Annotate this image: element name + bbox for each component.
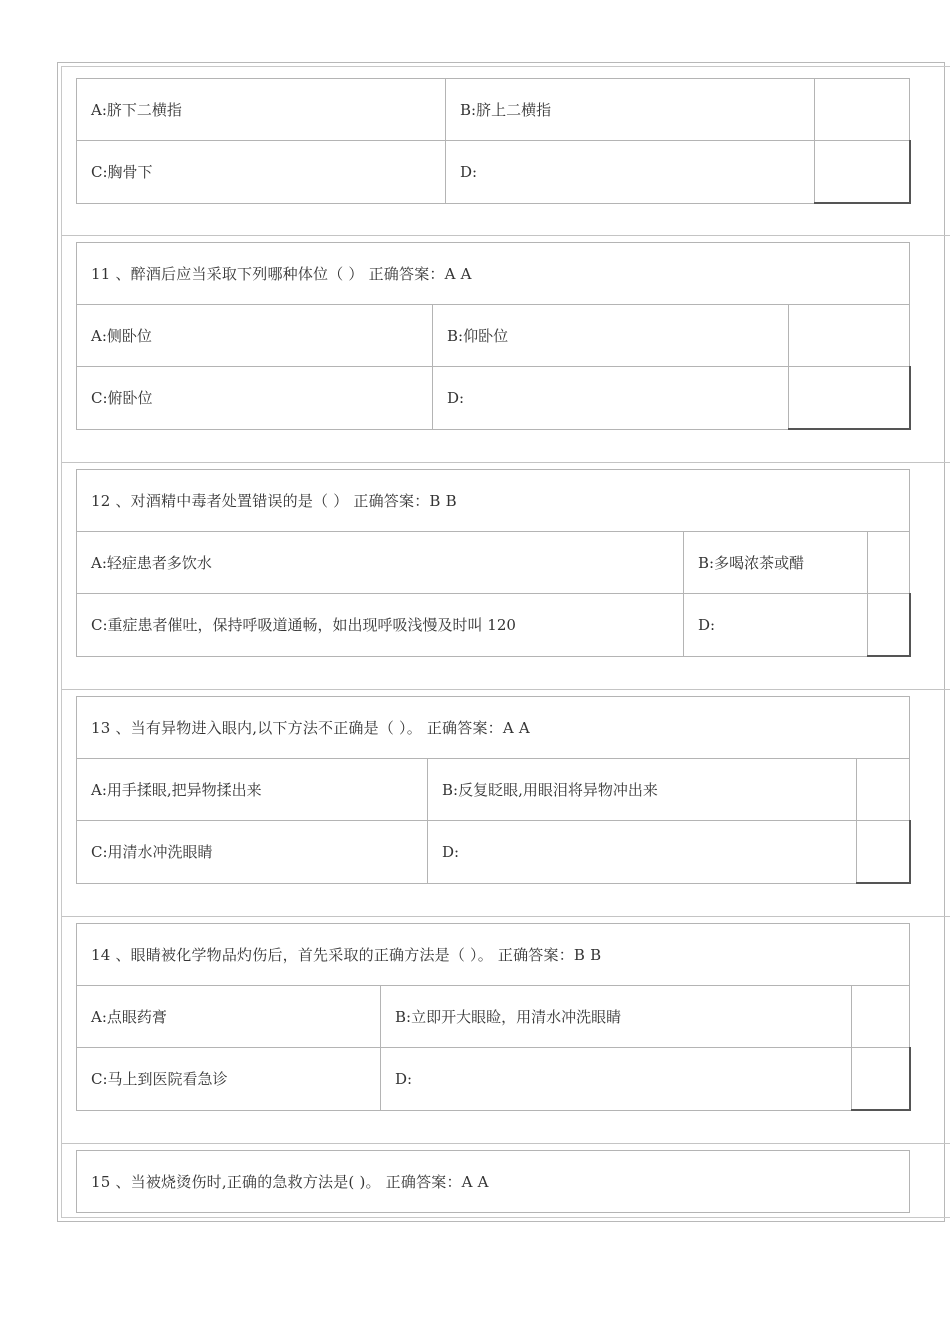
answer-box[interactable]	[852, 986, 910, 1048]
question-table	[76, 469, 911, 657]
question-table	[76, 242, 911, 430]
options-row-2	[77, 594, 910, 657]
options-row-2	[77, 1048, 910, 1111]
question-title-row	[77, 470, 910, 532]
question-table	[76, 923, 911, 1111]
question-title-row	[77, 924, 910, 986]
option-c[interactable]: C:俯卧位	[77, 367, 433, 430]
option-d[interactable]: D:	[433, 367, 789, 430]
options-row-1	[77, 532, 910, 594]
options-row-2	[77, 367, 910, 430]
answer-box[interactable]	[789, 367, 910, 430]
option-c[interactable]: C:重症患者催吐，保持呼吸道通畅，如出现呼吸浅慢及时叫 120	[77, 594, 684, 657]
option-a[interactable]: A:点眼药膏	[77, 986, 381, 1048]
option-b[interactable]: B:立即开大眼睑，用清水冲洗眼睛	[381, 986, 852, 1048]
question-title-row	[77, 243, 910, 305]
option-d[interactable]: D:	[684, 594, 868, 657]
question-table	[76, 696, 911, 884]
quiz-inner-frame	[61, 66, 950, 1218]
question-12	[62, 463, 950, 690]
question-14	[62, 917, 950, 1144]
question-table	[76, 1150, 910, 1213]
option-d[interactable]: D:	[381, 1048, 852, 1111]
option-b[interactable]: B:反复眨眼,用眼泪将异物冲出来	[428, 759, 857, 821]
option-c[interactable]: C:马上到医院看急诊	[77, 1048, 381, 1111]
option-b[interactable]: B:脐上二横指	[446, 79, 815, 141]
question-title: 11 、醉酒后应当采取下列哪种体位（ ） 正确答案：A A	[77, 243, 910, 305]
options-row-1	[77, 79, 910, 141]
question-title: 15 、当被烧烫伤时,正确的急救方法是( )。 正确答案：A A	[77, 1151, 910, 1213]
question-15	[62, 1144, 950, 1219]
answer-box[interactable]	[815, 141, 910, 204]
options-row-1	[77, 305, 910, 367]
answer-box[interactable]	[815, 79, 910, 141]
options-row-1	[77, 986, 910, 1048]
answer-box[interactable]	[789, 305, 910, 367]
answer-box[interactable]	[868, 532, 910, 594]
options-table	[76, 78, 911, 204]
option-d[interactable]: D:	[446, 141, 815, 204]
options-row-2	[77, 141, 910, 204]
option-a[interactable]: A:轻症患者多饮水	[77, 532, 684, 594]
question-title: 14 、眼睛被化学物品灼伤后，首先采取的正确方法是（ ）。 正确答案：B B	[77, 924, 910, 986]
question-title-row	[77, 697, 910, 759]
answer-box[interactable]	[852, 1048, 910, 1111]
option-c[interactable]: C:胸骨下	[77, 141, 446, 204]
question-11	[62, 236, 950, 463]
question-title: 13 、当有异物进入眼内,以下方法不正确是（ ）。 正确答案：A A	[77, 697, 910, 759]
options-row-1	[77, 759, 910, 821]
option-a[interactable]: A:侧卧位	[77, 305, 433, 367]
options-row-2	[77, 821, 910, 884]
option-a[interactable]: A:脐下二横指	[77, 79, 446, 141]
question-title: 12 、对酒精中毒者处置错误的是（ ） 正确答案：B B	[77, 470, 910, 532]
answer-box[interactable]	[857, 821, 910, 884]
answer-box[interactable]	[868, 594, 910, 657]
option-b[interactable]: B:仰卧位	[433, 305, 789, 367]
option-b[interactable]: B:多喝浓茶或醋	[684, 532, 868, 594]
option-d[interactable]: D:	[428, 821, 857, 884]
option-a[interactable]: A:用手揉眼,把异物揉出来	[77, 759, 428, 821]
question-13	[62, 690, 950, 917]
question-title-row	[77, 1151, 910, 1213]
option-c[interactable]: C:用清水冲洗眼睛	[77, 821, 428, 884]
answer-box[interactable]	[857, 759, 910, 821]
quiz-container	[57, 62, 945, 1222]
question-10	[62, 67, 950, 236]
